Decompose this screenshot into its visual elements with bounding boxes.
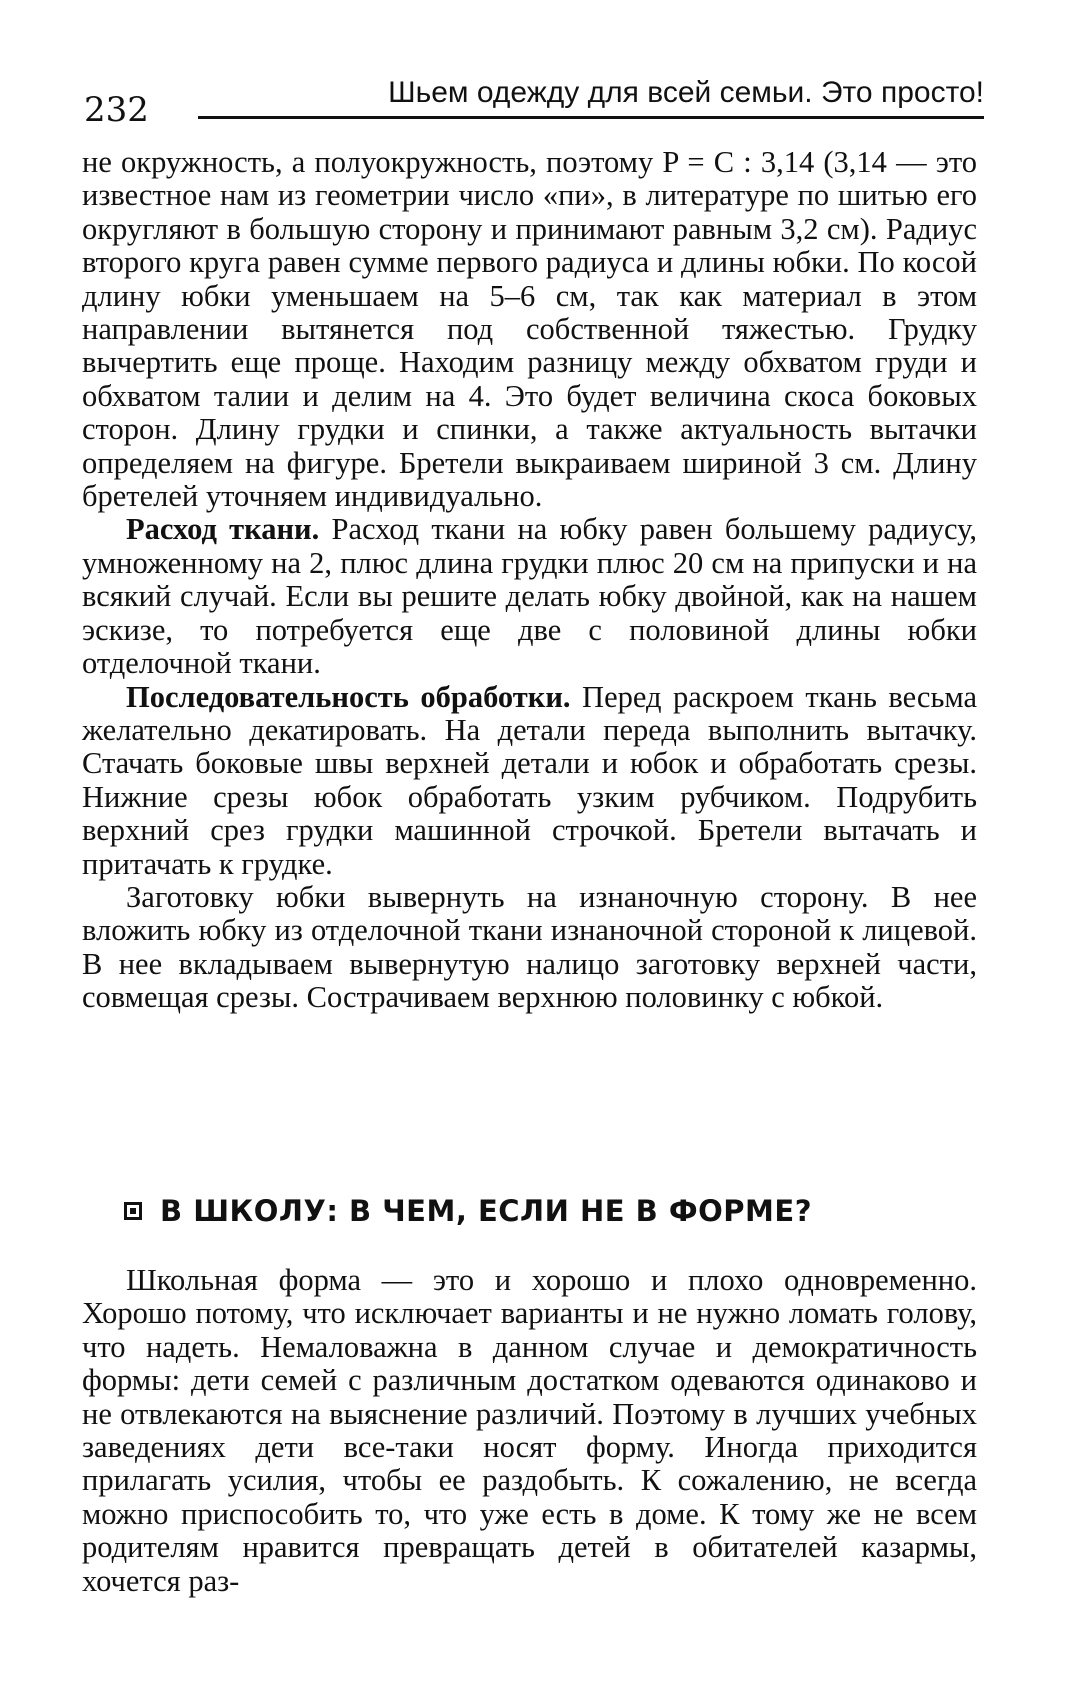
header-rule [198, 116, 984, 119]
section-paragraph: Школьная форма — это и хорошо и плохо одновременно. Хорошо потому, что исключает варианты и не нужно ломать голову, что надеть. Немаловажна в данном случае и демократичность формы: дети семей с различным достатком одеваются одинаково и не отвлекаются на выяснение различий. Поэтому в лучших учебных заведениях дети все-таки носят форму. Иногда приходится прилагать усилия, чтобы ее раздобыть. К сожалению, не всегда можно приспособить то, что уже есть в доме. К тому же не всем родителям нравится превращать детей в обитателей казармы, хочется раз- [82, 1263, 977, 1598]
paragraph-1 [82, 146, 977, 513]
paragraph-text: Заготовку юбки вывернуть на изнаночную сторону. В нее вложить юбку из отделочной ткани изнаночной стороной к лицевой. В нее вкладываем вывернутую налицо заготовку верхней части, совмещая срезы. Сострачиваем верхнюю половинку с юбкой. [82, 879, 977, 1015]
body-text [82, 146, 977, 1015]
section-heading [82, 1188, 977, 1234]
paragraph-lead: Расход ткани. [126, 512, 320, 547]
paragraph-3 [82, 681, 977, 881]
section-school [82, 1188, 977, 1598]
paragraph-lead: Последовательность обработки. [126, 679, 571, 714]
section-body [82, 1264, 977, 1598]
paragraph-text: Расход ткани на юбку равен большему радиусу, умноженному на 2, плюс длина грудки плюс 20 см на припуски и на всякий случай. Если вы решите делать юбку двойной, как на нашем эскизе, то потребуется еще две с половиной длины юбки отделочной ткани. [82, 512, 977, 681]
page-header [84, 68, 984, 128]
page-number: 232 [84, 90, 149, 130]
running-title: Шьем одежду для всей семьи. Это просто! [388, 76, 984, 109]
paragraph-4 [82, 881, 977, 1015]
section-heading-text: В ШКОЛУ: В ЧЕМ, ЕСЛИ НЕ В ФОРМЕ? [160, 1194, 813, 1228]
paragraph-text: не окружность, а полуокружность, поэтому P = C : 3,14 (3,14 — это известное нам из геометрии число «пи», в литературе по шитью его округляют в большую сторону и принимают равным 3,2 см). Радиус второго круга равен сумме первого радиуса и длины юбки. По косой длину юбки уменьшаем на 5–6 см, так как материал в этом направлении вытянется под собственной тяжестью. Грудку вычертить еще проще. Находим разницу между обхватом груди и обхватом талии и делим на 4. Это будет величина скоса боковых сторон. Длину грудки и спинки, а также актуальность вытачки определяем на фигуре. Бретели выкраиваем шириной 3 см. Длину бретелей уточняем индивидуально. [82, 145, 977, 514]
square-bullet-icon [124, 1202, 142, 1220]
paragraph-text: Перед раскроем ткань весьма желательно декатировать. На детали переда выполнить вытачку. Стачать боковые швы верхней детали и юбок и обработать срезы. Нижние срезы юбок обработать узким рубчиком. Подрубить верхний срез грудки машинной строчкой. Бретели вытачать и притачать к грудке. [82, 679, 977, 881]
paragraph-2 [82, 513, 977, 680]
